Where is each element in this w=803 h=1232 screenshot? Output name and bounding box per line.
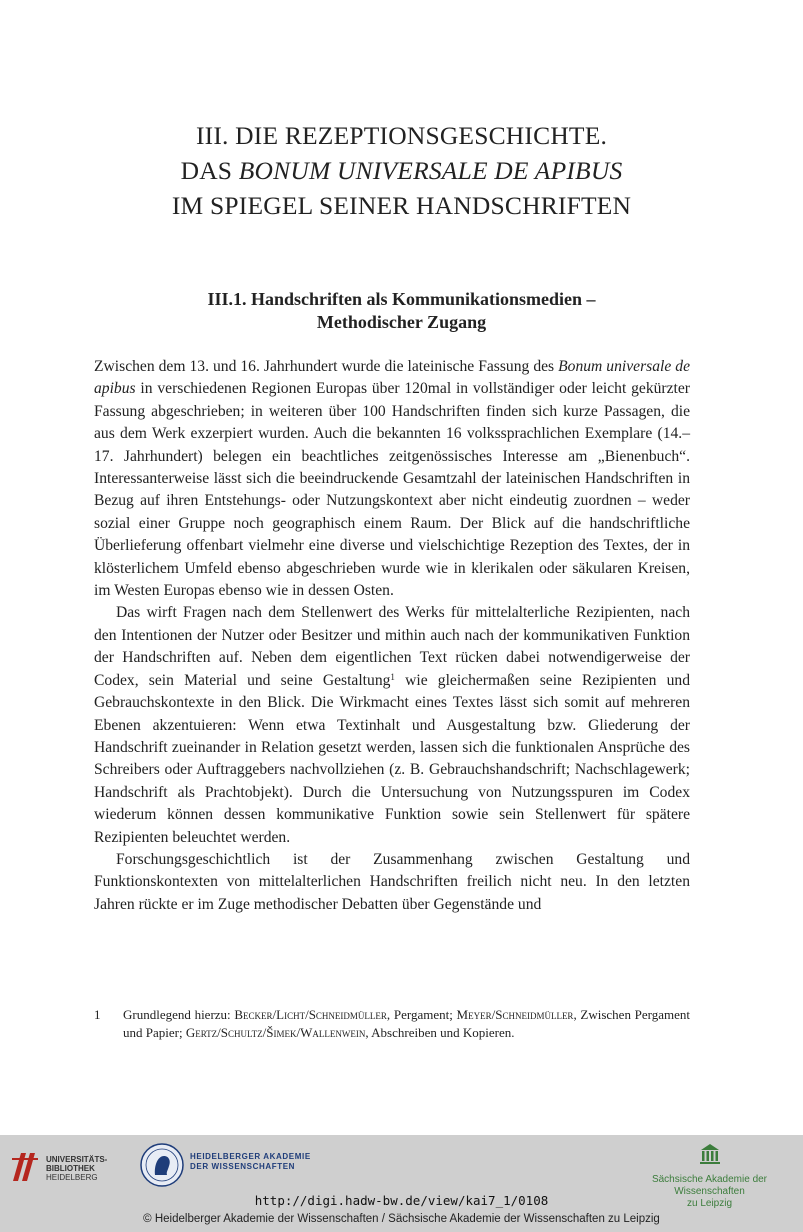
footnote-segment: , Abschreiben und Kopieren.	[365, 1025, 515, 1040]
body-text	[94, 356, 690, 916]
ub-line-2: BIBLIOTHEK	[46, 1164, 95, 1173]
footnote-segment: Grundlegend hierzu:	[123, 1007, 235, 1022]
chapter-title-line-2	[0, 153, 803, 188]
paragraph-2-start: Das wirft Fragen nach dem Stellenwert des Werks für mittelalterliche Rezipienten, nach den Intentionen der Nutzer oder Besitzer und mithin auch nach der kommunikativen Funktion der Handschriften auf. Neben dem eigentlichen Text rücken dabei notwendigerweise der Codex, sein Material und seine Gestaltung	[94, 604, 690, 689]
hadw-wordmark	[190, 1152, 311, 1172]
paragraph-1-start: Zwischen dem 13. und 16. Jahrhundert wurde die lateinische Fassung des	[94, 358, 559, 375]
saw-line-2: zu Leipzig	[686, 1198, 733, 1209]
chapter-title-line-3: IM SPIEGEL SEINER HANDSCHRIFTEN	[171, 191, 632, 220]
paragraph-1-rest: in verschiedenen Regionen Europas über 120mal in vollständiger oder leicht gekürzter Fassung abgeschrieben; in weiteren über 100 Handschriften finden sich kurze Passagen, die aus dem Werk exzerpiert wurden. Auch die bekannten 16 volkssprachlichen Exemplare (14.–17. Jahrhundert) belegen ein beachtliches zeitgenössisches Interesse am „Bienenbuch“. Interessanterweise lässt sich die beeindruckende Gesamtzahl der lateinischen Handschriften in Bezug auf ihren Entstehungs- oder Nutzungskontext aber nicht eindeutig zuordnen – weder sozial einer Gruppe noch geographisch einem Raum. Der Blick auf die handschriftliche Überlieferung offenbart vielmehr eine diverse und vielschichtige Rezeption des Textes, der in klösterlichem Umfeld ebenso abgeschrieben wurde wie in klerikalen oder säkularen Kreisen, im Westen Europas ebenso wie in dessen Osten.	[94, 380, 690, 600]
hadw-line-2: DER WISSENSCHAFTEN	[190, 1162, 296, 1171]
saw-building-icon	[699, 1143, 721, 1165]
viewer-footer	[0, 1135, 803, 1232]
chapter-title	[0, 118, 803, 223]
footnote-segment: , Zwischen Pergament und Papier;	[123, 1007, 690, 1040]
ub-heidelberg-wordmark	[46, 1155, 107, 1182]
paragraph-2-rest: wie gleichermaßen seine Rezipienten und Gebrauchskontexte in den Blick. Die Wirkmacht eines Textes lässt sich somit auf mehreren Ebenen akzentuieren: Wenn etwa Textinhalt und Ausgestaltung bzw. Gliederung der Handschrift zueinander in Relation gesetzt werden, lassen sich die funktionalen Ansprüche des Schreibers oder Auftraggebers nachvollziehen (z. B. Gebrauchshandschrift; Nachschlagewerk; Handschrift als Prachtobjekt). Durch die Untersuchung von Nutzungsspuren im Codex wiederum können dessen kommunikative Funktion sowie sein Stellenwert für spätere Rezipienten beleuchtet werden.	[94, 671, 690, 846]
footnote-number: 1	[94, 1007, 101, 1022]
chapter-title-work: BONUM UNIVERSALE DE APIBUS	[238, 156, 623, 185]
footnote-authors: Gertz/Schultz/Šimek/Wallenwein	[185, 1025, 366, 1040]
paragraph-3: Forschungsgeschichtlich ist der Zusammenhang zwischen Gestaltung und Funktionskontexten von mittelalterlichen Handschriften freilich nicht neu. In den letzten Jahren rückte er im Zuge methodischer Debatten über Gegenstände und	[94, 850, 690, 913]
hadw-seal-icon[interactable]	[140, 1143, 184, 1187]
footnote-ref[interactable]: 1	[390, 671, 395, 682]
paragraph-2	[94, 602, 690, 848]
permalink-url[interactable]: http://digi.hadw-bw.de/view/kai7_1/0108	[254, 1193, 549, 1208]
work-title-italic: Bonum universale de apibus	[94, 358, 690, 398]
saw-line-1: Sächsische Akademie der Wissenschaften	[651, 1174, 768, 1197]
footnote-authors: Meyer/Schneidmüller	[456, 1007, 574, 1022]
section-title-line-1: III.1. Handschriften als Kommunikationsmedien –	[207, 289, 596, 309]
footnote-authors: Becker/Licht/Schneidmüller	[234, 1007, 387, 1022]
ub-line-1: UNIVERSITÄTS-	[46, 1155, 108, 1164]
ub-line-3: HEIDELBERG	[46, 1173, 98, 1182]
chapter-title-prefix: DAS	[180, 156, 239, 185]
ub-heidelberg-logo-icon	[10, 1147, 40, 1183]
footnote-segment: , Pergament;	[386, 1007, 457, 1022]
footnote	[94, 1006, 690, 1042]
ub-heidelberg-logo[interactable]	[10, 1143, 130, 1183]
section-title	[0, 288, 803, 334]
section-title-line-2: Methodischer Zugang	[316, 312, 487, 332]
hadw-line-1: HEIDELBERGER AKADEMIE	[190, 1152, 311, 1161]
paragraph-1	[94, 356, 690, 602]
chapter-title-line-1: III. DIE REZEPTIONSGESCHICHTE.	[195, 121, 608, 150]
footnote-text	[123, 1006, 690, 1042]
copyright-notice: © Heidelberger Akademie der Wissenschaften / Sächsische Akademie der Wissenschaften zu Leipzig	[143, 1213, 660, 1225]
